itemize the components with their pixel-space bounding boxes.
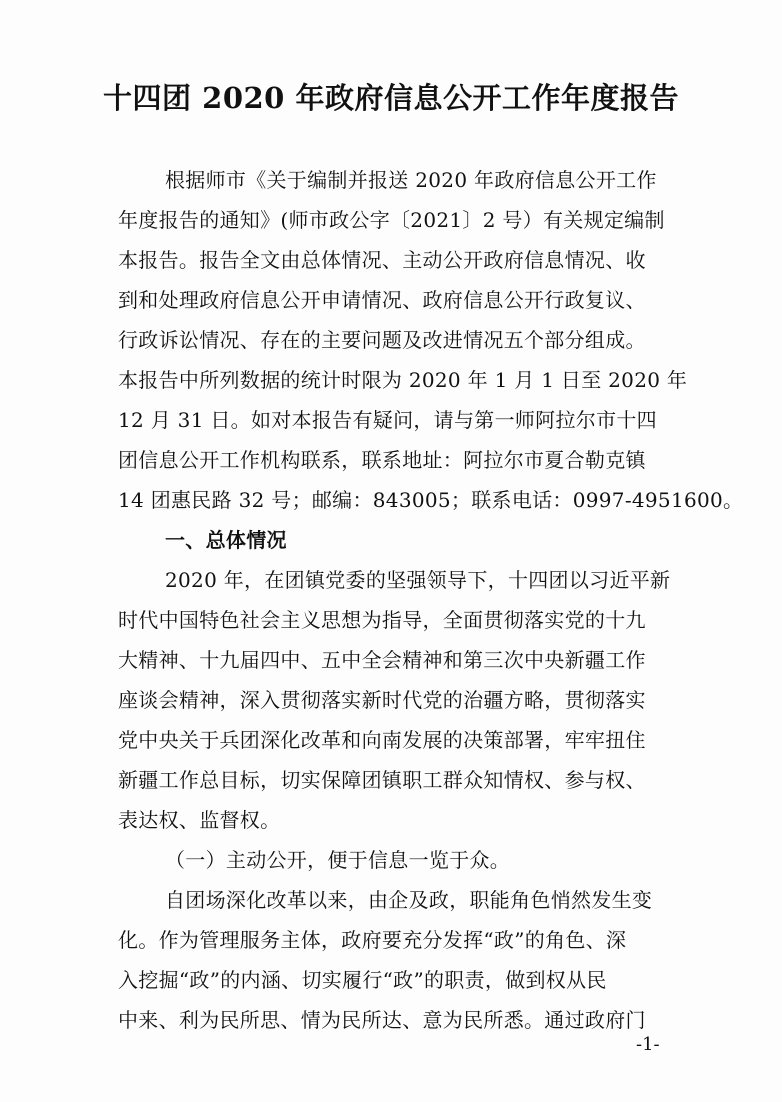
text-line-21: 入挖掘“政”的内涵、切实履行“政”的职责，做到权从民 <box>118 968 607 992</box>
text-line-16: 新疆工作总目标，切实保障团镇职工群众知情权、参与权、 <box>118 768 646 792</box>
text-line-17: 表达权、监督权。 <box>118 808 281 832</box>
text-line-11: 2020 年，在团镇党委的坚强领导下，十四团以习近平新 <box>165 568 671 592</box>
page-number: -1- <box>636 1034 660 1055</box>
text-line-14: 座谈会精神，深入贯彻落实新时代党的治疆方略，贯彻落实 <box>118 688 646 712</box>
text-line-9: 14 团惠民路 32 号；邮编：843005；联系电话：0997-4951600。 <box>118 488 744 512</box>
subsection-heading-active-disclosure: （一）主动公开，便于信息一览于众。 <box>165 848 511 872</box>
text-line-15: 党中央关于兵团深化改革和向南发展的决策部署，牢牢扭住 <box>118 728 646 752</box>
text-line-4: 到和处理政府信息公开申请情况、政府信息公开行政复议、 <box>118 288 646 312</box>
text-line-6: 本报告中所列数据的统计时限为 2020 年 1 月 1 日至 2020 年 <box>118 368 688 392</box>
text-line-8: 团信息公开工作机构联系，联系地址：阿拉尔市夏合勒克镇 <box>118 448 646 472</box>
text-line-1: 根据师市《关于编制并报送 2020 年政府信息公开工作 <box>165 168 657 192</box>
text-line-7: 12 月 31 日。如对本报告有疑问，请与第一师阿拉尔市十四 <box>118 408 657 432</box>
section-heading-overview: 一、总体情况 <box>165 528 287 552</box>
text-line-13: 大精神、十九届四中、五中全会精神和第三次中央新疆工作 <box>118 648 646 672</box>
text-line-3: 本报告。报告全文由总体情况、主动公开政府信息情况、收 <box>118 248 646 272</box>
text-line-20: 化。作为管理服务主体，政府要充分发挥“政”的角色、深 <box>118 928 627 952</box>
report-title: 十四团 2020 年政府信息公开工作年度报告 <box>103 81 679 115</box>
text-line-22: 中来、利为民所思、情为民所达、意为民所悉。通过政府门 <box>118 1008 646 1032</box>
text-line-19: 自团场深化改革以来，由企及政，职能角色悄然发生变 <box>165 888 653 912</box>
text-line-5: 行政诉讼情况、存在的主要问题及改进情况五个部分组成。 <box>118 328 646 352</box>
text-line-12: 时代中国特色社会主义思想为指导，全面贯彻落实党的十九 <box>118 608 646 632</box>
text-line-2: 年度报告的通知》(师市政公字〔2021〕2 号）有关规定编制 <box>118 208 665 232</box>
